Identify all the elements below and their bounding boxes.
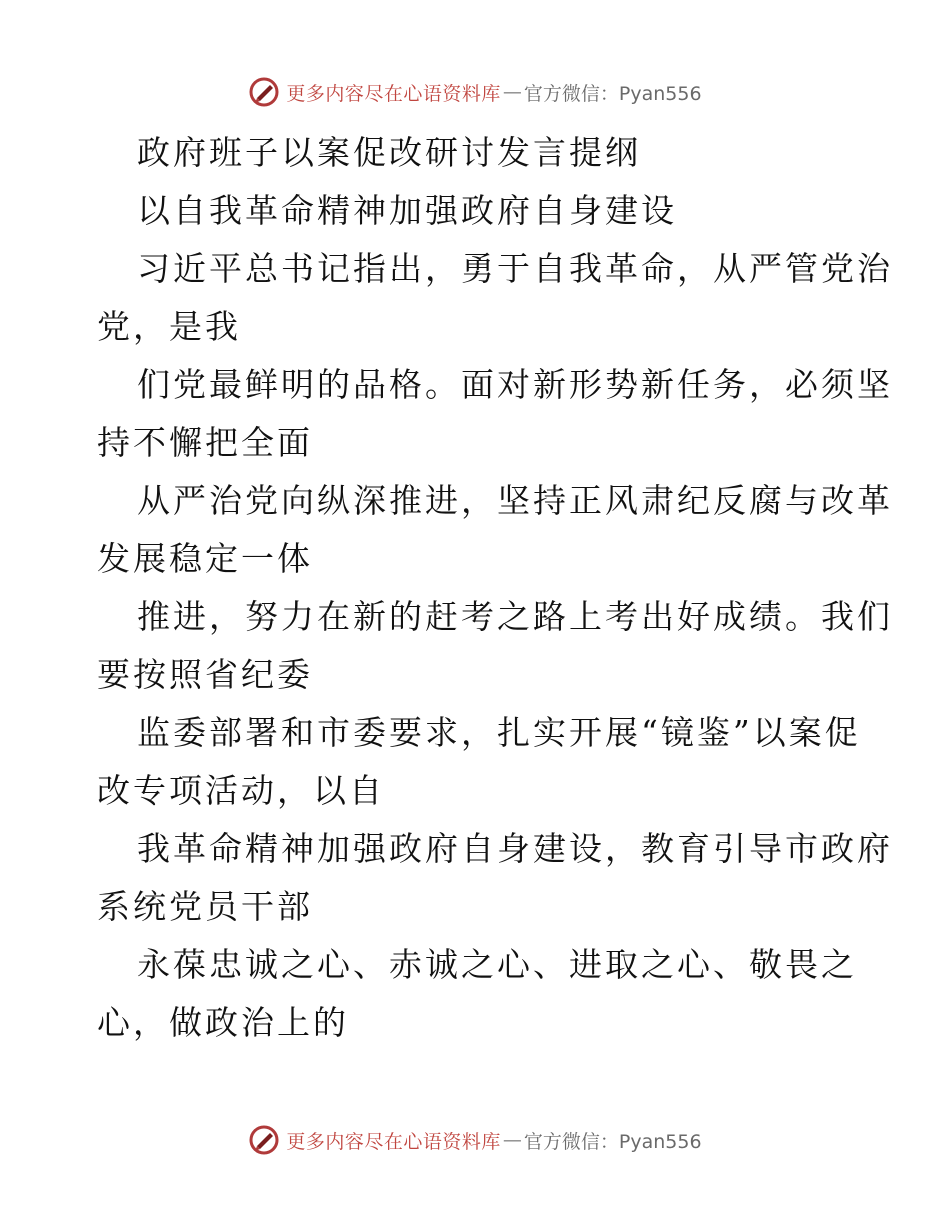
text-line: 持不懈把全面 [97, 423, 313, 462]
document-body [97, 124, 893, 1052]
header-watermark [0, 72, 950, 112]
text-line: 永葆忠诚之心、赤诚之心、进取之心、敬畏之 [137, 945, 857, 984]
watermark-dash: — [502, 1129, 522, 1151]
text-line: 改专项活动，以自 [97, 771, 385, 810]
text-line: 习近平总书记指出，勇于自我革命，从严管党治 [137, 249, 893, 288]
watermark-dash: — [502, 81, 522, 103]
text-line: 推进，努力在新的赶考之路上考出好成绩。我们 [137, 597, 893, 636]
watermark-wechat: 官方微信：Pyan556 [523, 1130, 702, 1153]
text-line: 我革命精神加强政府自身建设，教育引导市政府 [137, 829, 893, 868]
footer-watermark [0, 1120, 950, 1160]
text-line: 们党最鲜明的品格。面对新形势新任务，必须坚 [137, 365, 893, 404]
text-line: 政府班子以案促改研讨发言提纲 [137, 133, 641, 172]
text-line: 监委部署和市委要求，扎实开展“镜鉴”以案促 [137, 713, 861, 752]
logo-icon [248, 76, 280, 108]
text-line: 以自我革命精神加强政府自身建设 [137, 191, 677, 230]
text-line: 发展稳定一体 [97, 539, 313, 578]
text-line: 要按照省纪委 [97, 655, 313, 694]
text-line: 从严治党向纵深推进，坚持正风肃纪反腐与改革 [137, 481, 893, 520]
text-line: 系统党员干部 [97, 887, 313, 926]
watermark-text: 更多内容尽在心语资料库 [286, 1130, 501, 1153]
logo-icon [248, 1124, 280, 1156]
text-line: 党，是我 [97, 307, 241, 346]
watermark-wechat: 官方微信：Pyan556 [523, 82, 702, 105]
watermark-text: 更多内容尽在心语资料库 [286, 82, 501, 105]
text-line: 心，做政治上的 [97, 1003, 349, 1042]
